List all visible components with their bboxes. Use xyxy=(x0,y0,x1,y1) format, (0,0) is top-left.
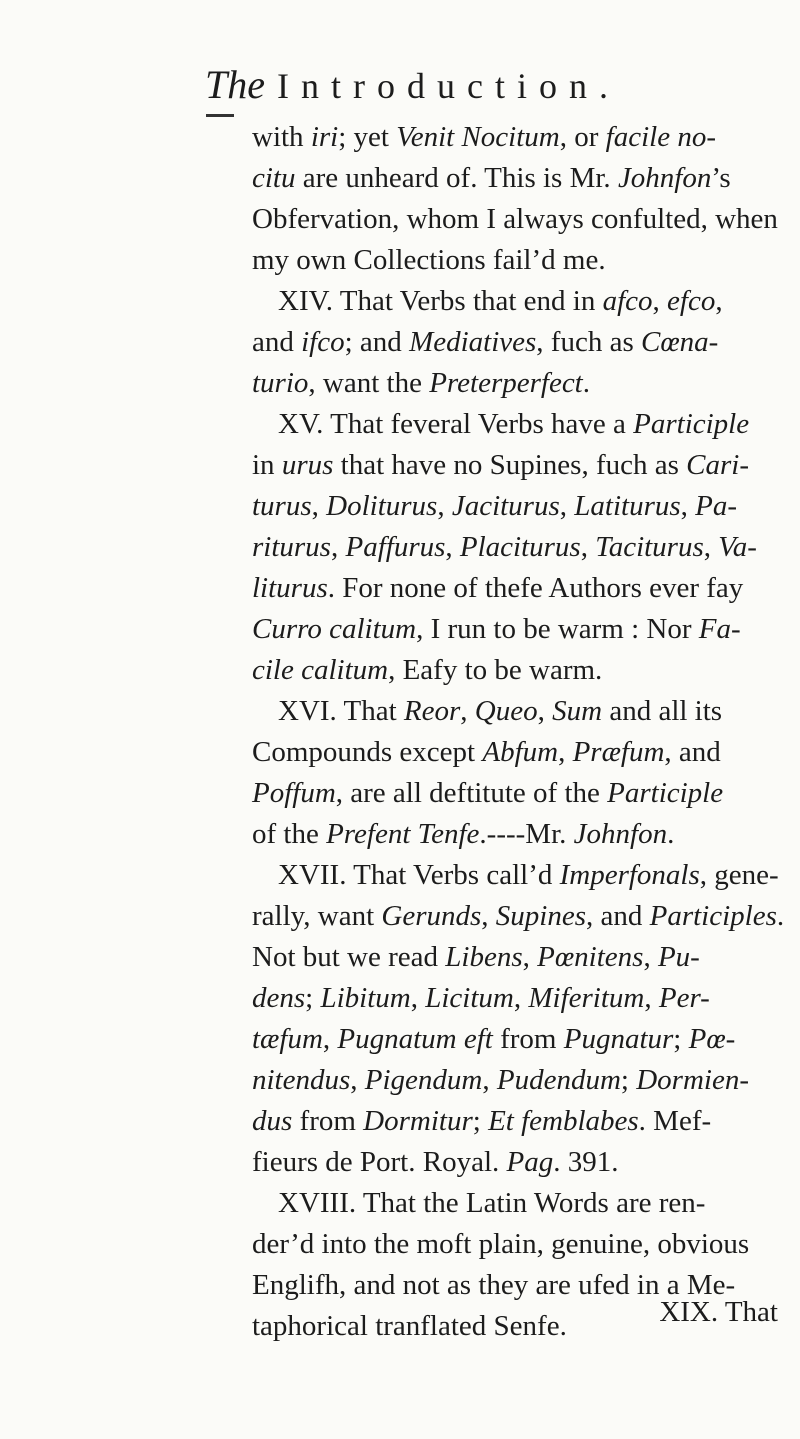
running-head xyxy=(205,60,620,111)
text-line: cile calitum, Eafy to be warm. xyxy=(252,654,603,686)
text-line: fieurs de Port. Royal. Pag. 391. xyxy=(252,1146,619,1178)
text-line: dens; Libitum, Licitum, Miferitum, Per- xyxy=(252,982,710,1014)
head-rule xyxy=(206,114,234,117)
text-line: dus from Dormitur; Et femblabes. Mef- xyxy=(252,1105,712,1137)
text-line: XV. That feveral Verbs have a Participle xyxy=(278,408,750,440)
text-line: in urus that have no Supines, fuch as Cari- xyxy=(252,449,749,481)
text-line: Curro calitum, I run to be warm : Nor Fa- xyxy=(252,613,741,645)
text-line: rally, want Gerunds, Supines, and Participles. xyxy=(252,900,785,932)
text-line: XVII. That Verbs call’d Imperfonals, gene- xyxy=(278,859,779,891)
text-line: Obfervation, whom I always confulted, when xyxy=(252,203,778,235)
text-line: tæfum, Pugnatum eft from Pugnatur; Pœ- xyxy=(252,1023,736,1055)
text-line: Poffum, are all deftitute of the Participle xyxy=(252,777,724,809)
text-line: XIV. That Verbs that end in afco, efco, xyxy=(278,285,723,317)
text-line: and ifco; and Mediatives, fuch as Cœna- xyxy=(252,326,719,358)
text-line: liturus. For none of thefe Authors ever fay xyxy=(252,572,744,604)
running-head-the: The xyxy=(205,62,265,107)
catchword: XIX. That xyxy=(659,1296,778,1328)
text-line: my own Collections fail’d me. xyxy=(252,244,606,276)
text-line: of the Prefent Tenfe.----Mr. Johnfon. xyxy=(252,818,675,850)
text-line: taphorical tranflated Senfe. xyxy=(252,1310,567,1342)
text-line: Not but we read Libens, Pœnitens, Pu- xyxy=(252,941,700,973)
text-line: XVIII. That the Latin Words are ren- xyxy=(278,1187,706,1219)
text-line: Englifh, and not as they are ufed in a Me- xyxy=(252,1269,736,1301)
text-line: der’d into the moft plain, genuine, obvious xyxy=(252,1228,750,1260)
text-line: citu are unheard of. This is Mr. Johnfon’s xyxy=(252,162,731,194)
running-head-title: Introduction. xyxy=(277,66,620,106)
text-line: turus, Doliturus, Jaciturus, Latiturus, Pa- xyxy=(252,490,738,522)
text-line: Compounds except Abfum, Præfum, and xyxy=(252,736,721,768)
text-line: with iri; yet Venit Nocitum, or facile no- xyxy=(252,121,716,153)
text-line: nitendus, Pigendum, Pudendum; Dormien- xyxy=(252,1064,749,1096)
text-line: riturus, Paffurus, Placiturus, Taciturus, Va- xyxy=(252,531,757,563)
text-line: XVI. That Reor, Queo, Sum and all its xyxy=(278,695,723,727)
text-line: turio, want the Preterperfect. xyxy=(252,367,590,399)
